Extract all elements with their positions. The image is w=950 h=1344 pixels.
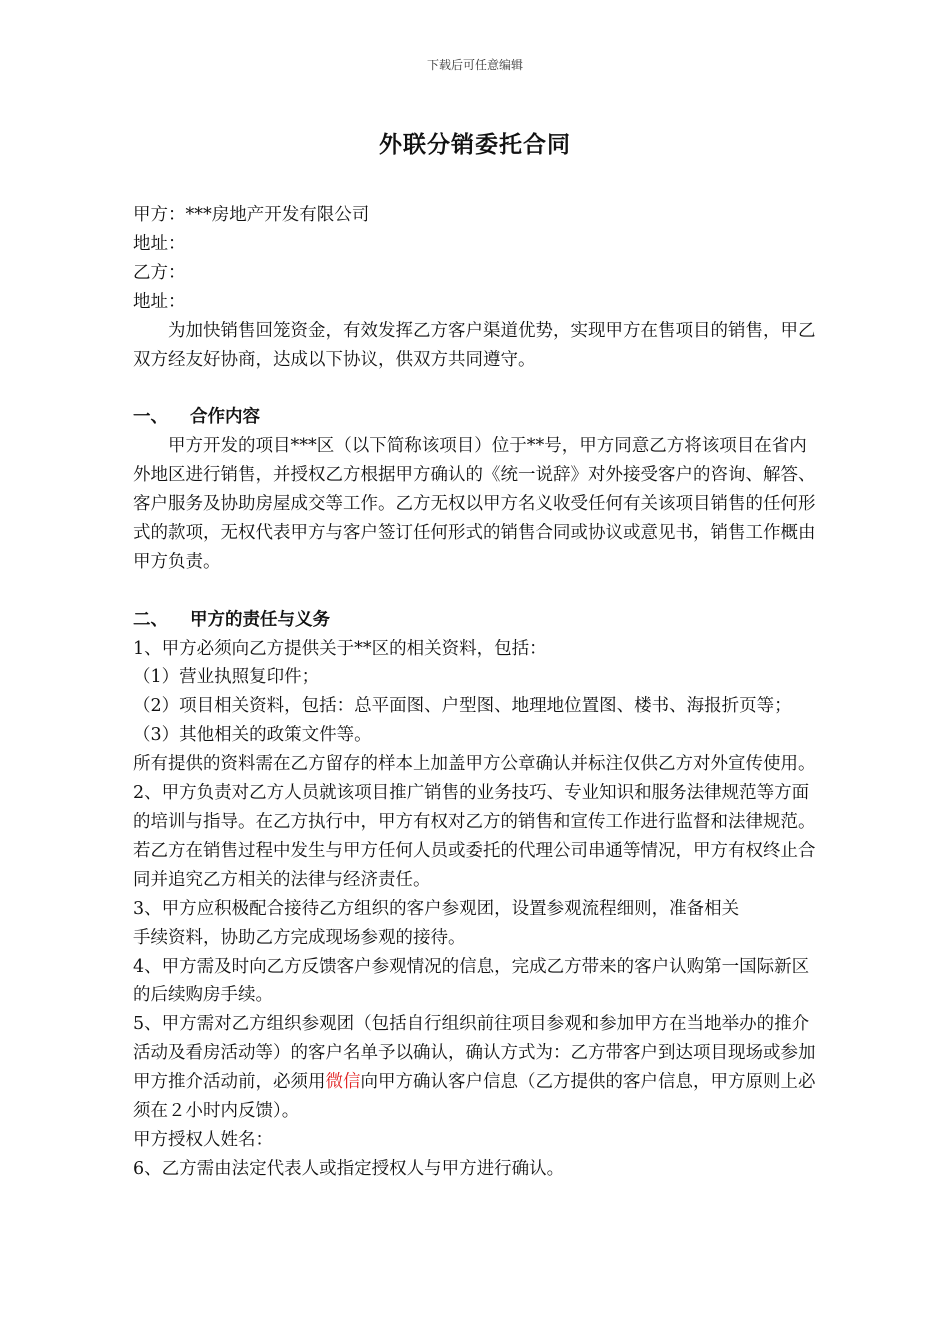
- section-2-item-5: [133, 1010, 823, 1126]
- authorized-name-line: 甲方授权人姓名：: [133, 1129, 273, 1150]
- section-2-subitem-1: （1）营业执照复印件；: [133, 667, 320, 688]
- spacer: [133, 374, 823, 403]
- item-5-highlight: 微信: [325, 1072, 361, 1093]
- section-2-item-2: 2、甲方负责对乙方人员就该项目推广销售的业务技巧、专业知识和服务法律规范等方面的培训与指导。在乙方执行中，甲方有权对乙方的销售和宣传工作进行监督和法律规范。若乙方在销售过程中发生与甲方任何人员或委托的代理公司串通等情况，甲方有权终止合同并追究乙方相关的法律与经济责任。: [133, 783, 816, 890]
- header-note: 下载后可任意编辑: [426, 58, 523, 72]
- section-2-item-3-line-1: 3、甲方应积极配合接待乙方组织的客户参观团，设置参观流程细则，准备相关: [133, 898, 740, 919]
- document-body: [133, 201, 823, 1184]
- section-1-heading: [133, 403, 823, 432]
- section-2-note: 所有提供的资料需在乙方留存的样本上加盖甲方公章确认并标注仅供乙方对外宣传使用。: [133, 754, 816, 775]
- party-a-line: 甲方：***房地产开发有限公司: [133, 205, 370, 225]
- section-2-heading: [133, 606, 823, 635]
- preamble-paragraph: 为加快销售回笼资金，有效发挥乙方客户渠道优势，实现甲方在售项目的销售，甲乙双方经友好协商，达成以下协议，供双方共同遵守。: [133, 320, 816, 370]
- party-b-line: 乙方：: [133, 262, 186, 283]
- section-2-item-3-line-2: 手续资料，协助乙方完成现场参观的接待。: [133, 927, 466, 948]
- section-2-item-1: 1、甲方必须向乙方提供关于**区的相关资料，包括：: [133, 638, 547, 659]
- party-b-address-line: 地址：: [133, 291, 186, 312]
- section-2-title: 甲方的责任与义务: [190, 609, 330, 630]
- party-a-address-line: 地址：: [133, 233, 186, 254]
- section-2-number: 二、: [133, 609, 168, 630]
- section-1-number: 一、: [133, 407, 168, 428]
- section-2-subitem-3: （3）其他相关的政策文件等。: [133, 725, 372, 746]
- item-5-text-after: 向甲方确认客户信息（乙方提供的客户信息，甲方原则上必须在２小时内反馈）。: [133, 1072, 816, 1122]
- document-title: 外联分销委托合同: [379, 131, 571, 158]
- section-1-title: 合作内容: [190, 407, 260, 428]
- item-5-text-before: 5、甲方需对乙方组织参观团（包括自行组织前往项目参观和参加甲方在当地举办的推介活动及看房活动等）的客户名单予以确认，确认方式为：乙方带客户到达项目现场或参加甲方推介活动前，必须用: [133, 1014, 816, 1093]
- section-2-subitem-2: （2）项目相关资料，包括：总平面图、户型图、地理地位置图、楼书、海报折页等；: [133, 696, 792, 717]
- section-2-item-4: 4、甲方需及时向乙方反馈客户参观情况的信息，完成乙方带来的客户认购第一国际新区的后续购房手续。: [133, 956, 810, 1006]
- section-1-body: 甲方开发的项目***区（以下简称该项目）位于**号，甲方同意乙方将该项目在省内外地区进行销售，并授权乙方根据甲方确认的《统一说辞》对外接受客户的咨询、解答、客户服务及协助房屋成交等工作。乙方无权以甲方名义收受任何有关该项目销售的任何形式的款项，无权代表甲方与客户签订任何形式的销售合同或协议或意见书，销售工作概由甲方负责。: [133, 436, 816, 572]
- spacer: [133, 577, 823, 606]
- section-2-item-6: 6、乙方需由法定代表人或指定授权人与甲方进行确认。: [133, 1158, 565, 1179]
